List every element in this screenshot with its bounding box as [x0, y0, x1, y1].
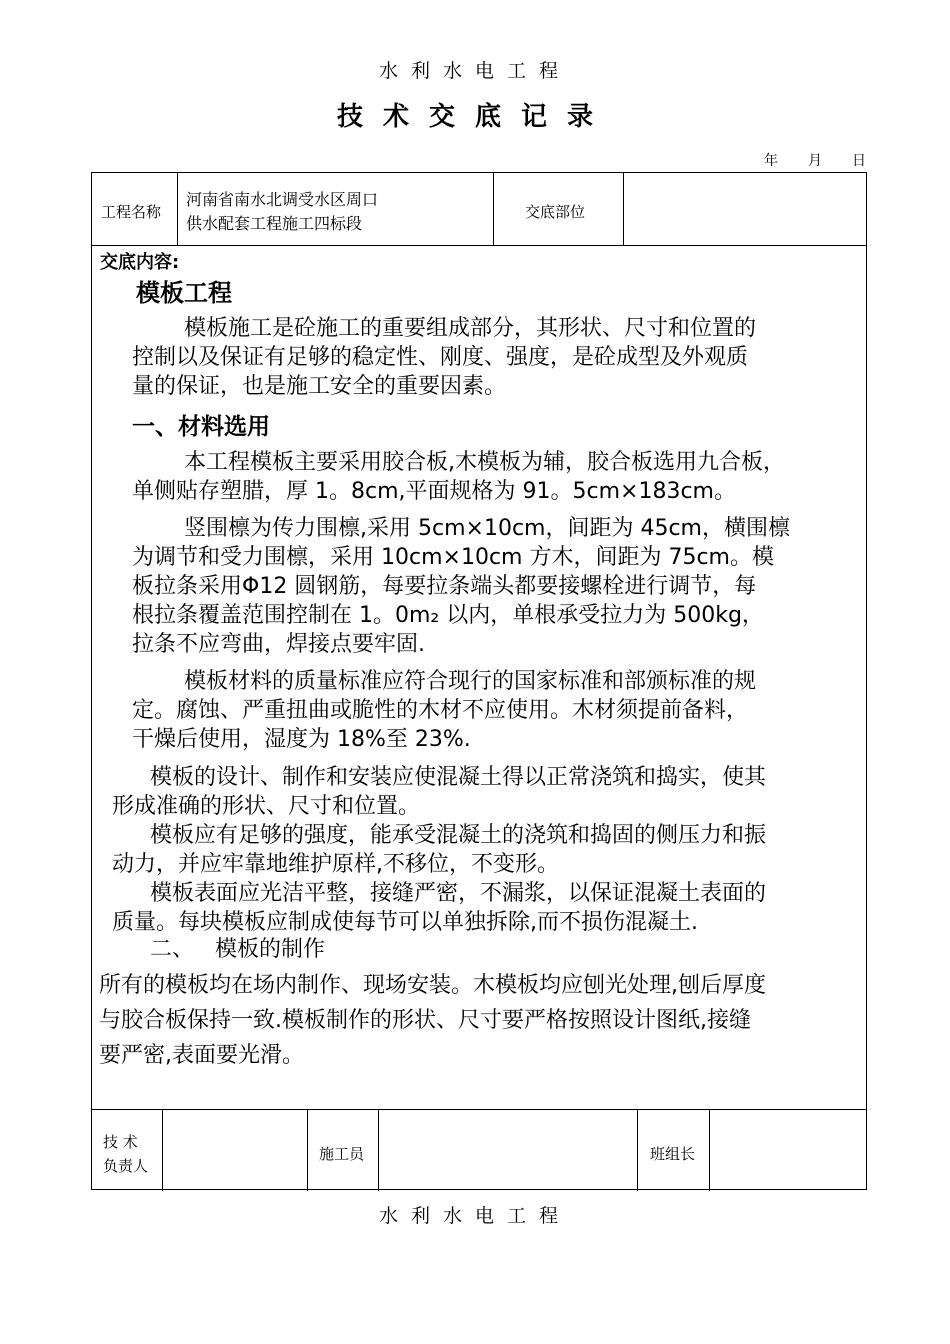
text-line: 所有的模板均在场内制作、现场安装。木模板均应刨光处理,刨后厚度 — [99, 973, 766, 998]
date-year: 年 — [764, 153, 780, 169]
text-line: 要严密,表面要光滑。 — [99, 1043, 304, 1068]
text-line: 板拉条采用Φ12 圆钢筋，每要拉条端头都要接螺栓进行调节，每 — [132, 574, 757, 599]
project-name-label: 工程名称 — [101, 203, 162, 221]
tech-lead-label-1: 技 术 — [103, 1133, 138, 1151]
text-line: 竖围檩为传力围檩,采用 5cm×10cm，间距为 45cm，横围檩 — [184, 516, 790, 541]
text-line: 模板材料的质量标准应符合现行的国家标准和部颁标准的规 — [184, 669, 757, 694]
text-line: 模板施工是砼施工的重要组成部分，其形状、尺寸和位置的 — [184, 316, 757, 341]
paragraph-5 — [112, 821, 864, 879]
text-line: 模板的设计、制作和安装应使混凝土得以正常浇筑和捣实，使其 — [150, 765, 767, 790]
divider — [493, 173, 494, 245]
text-line: 质量。每块模板应制成使每节可以单独拆除,而不损伤混凝土. — [112, 910, 698, 935]
tech-lead-label-2: 负责人 — [103, 1157, 149, 1175]
paragraph-1 — [132, 448, 862, 506]
paragraph-7 — [99, 968, 864, 1073]
text-line: 干燥后使用，湿度为 18%至 23%. — [132, 727, 471, 752]
header-top: 水利水电工程 — [378, 60, 571, 82]
part-label: 交底部位 — [525, 203, 586, 221]
intro-paragraph — [132, 314, 857, 401]
date-month: 月 — [808, 153, 824, 169]
date-day: 日 — [852, 153, 868, 169]
section-2-heading: 二、 模板的制作 — [150, 937, 325, 962]
content-label: 交底内容: — [100, 252, 180, 273]
section-heading: 模板工程 — [136, 279, 232, 307]
paragraph-3 — [132, 667, 862, 754]
divider — [177, 173, 178, 245]
text-line: 为调节和受力围檩，采用 10cm×10cm 方木，间距为 75cm。模 — [132, 545, 774, 570]
date-row — [736, 150, 868, 170]
text-line: 动力，并应牢靠地维护原样,不移位，不变形。 — [112, 852, 559, 877]
text-line: 定。腐蚀、严重扭曲或脆性的木材不应使用。木材须提前备料， — [132, 698, 749, 723]
text-line: 形成准确的形状、尺寸和位置。 — [112, 794, 421, 819]
divider — [637, 1109, 638, 1191]
divider — [92, 1109, 866, 1110]
divider — [162, 1109, 163, 1191]
text-line: 与胶合板保持一致.模板制作的形状、尺寸要严格按照设计图纸,接缝 — [99, 1008, 751, 1033]
team-leader-label: 班组长 — [650, 1145, 696, 1163]
divider — [709, 1109, 710, 1191]
divider — [307, 1109, 308, 1191]
paragraph-4 — [112, 763, 864, 821]
divider — [92, 245, 866, 246]
footer: 水利水电工程 — [378, 1205, 571, 1227]
divider — [378, 1109, 379, 1191]
text-line: 单侧贴存塑腊，厚 1。8cm,平面规格为 91。5cm×183cm。 — [132, 479, 736, 504]
worker-label: 施工员 — [319, 1145, 365, 1163]
paragraph-6 — [112, 879, 864, 937]
text-line: 控制以及保证有足够的稳定性、刚度、强度，是砼成型及外观质 — [132, 345, 749, 370]
text-line: 量的保证，也是施工安全的重要因素。 — [132, 374, 507, 399]
divider — [623, 173, 624, 245]
section-1-heading: 一、材料选用 — [132, 414, 270, 440]
project-name-value-1: 河南省南水北调受水区周口 — [186, 190, 379, 209]
text-line: 模板应有足够的强度，能承受混凝土的浇筑和捣固的侧压力和振 — [150, 823, 767, 848]
text-line: 本工程模板主要采用胶合板,木模板为辅，胶合板选用九合板， — [184, 450, 785, 475]
paragraph-2 — [132, 514, 862, 659]
text-line: 根拉条覆盖范围控制在 1。0m₂ 以内，单根承受拉力为 500kg， — [132, 603, 764, 628]
text-line: 模板表面应光洁平整，接缝严密，不漏浆，以保证混凝土表面的 — [150, 881, 767, 906]
page-title: 技术交底记录 — [336, 102, 613, 132]
text-line: 拉条不应弯曲，焊接点要牢固. — [132, 632, 425, 657]
project-name-value-2: 供水配套工程施工四标段 — [186, 214, 363, 233]
